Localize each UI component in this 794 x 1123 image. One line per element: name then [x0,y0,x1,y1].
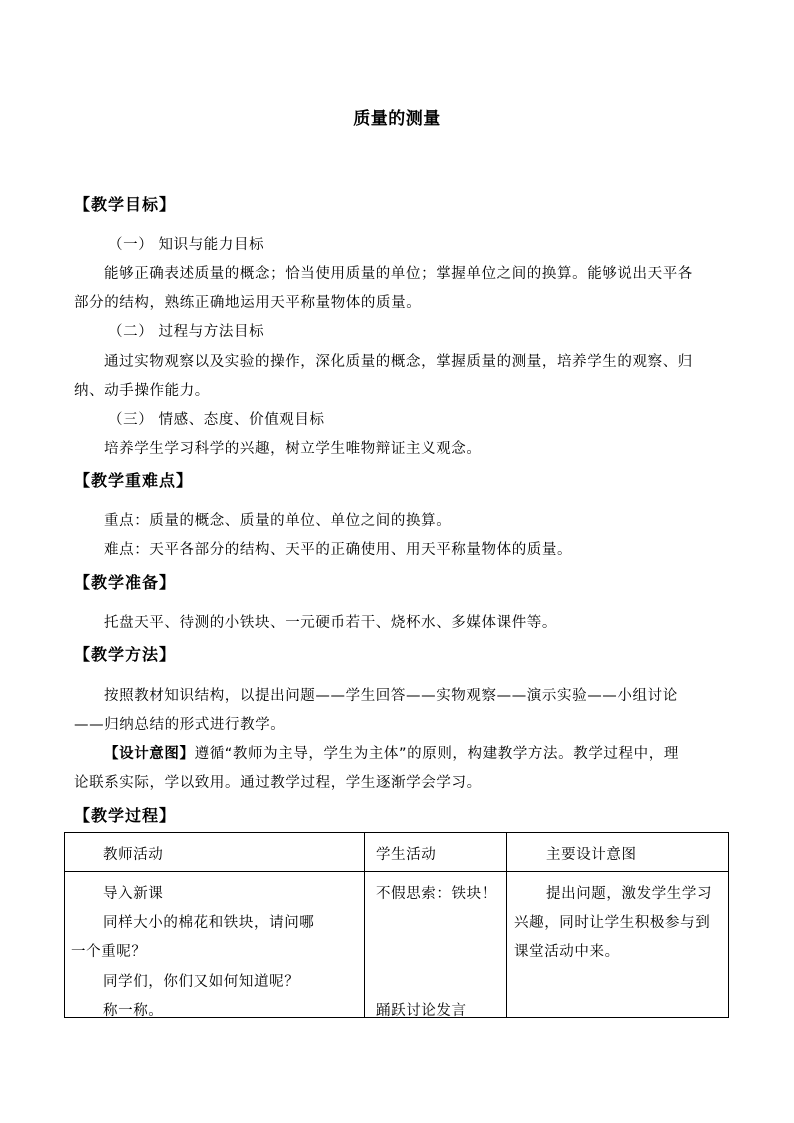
teacher-activity-line: 同样大小的棉花和铁块，请问哪 [103,915,315,931]
table-header-divider [65,871,728,872]
student-activity-line: 不假思索：铁块！ [376,886,497,902]
preparation-text: 托盘天平、待测的小铁块、一元硬币若干、烧杯水、多媒体课件等。 [104,615,557,631]
heading-key-points: 【教学重难点】 [74,471,194,490]
design-intent-cell-line: 兴趣，同时让学生积极参与到 [514,915,711,931]
paragraph-knowledge-line1: 能够正确表述质量的概念；恰当使用质量的单位；掌握单位之间的换算。能够说出天平各 [104,266,693,282]
methods-line2: ——归纳总结的形式进行教学。 [74,717,286,733]
teacher-activity-line: 同学们，你们又如何知道呢？ [103,974,300,990]
teacher-activity-line: 称一称。 [103,1003,164,1019]
table-column-divider [364,833,365,1017]
key-point-difficulty: 难点：天平各部分的结构、天平的正确使用、用天平称量物体的质量。 [104,542,573,558]
document-title: 质量的测量 [353,109,441,129]
design-intent-cell-line: 提出问题，激发学生学习 [546,886,713,902]
subheading-process: （二） 过程与方法目标 [108,324,265,340]
methods-line1: 按照教材知识结构，以提出问题——学生回答——实物观察——演示实验——小组讨论 [104,688,678,704]
table-header-teacher: 教师活动 [103,847,164,863]
design-intent-line1 [104,742,679,763]
paragraph-process-line2: 纳、动手操作能力。 [74,383,210,399]
paragraph-knowledge-line2: 部分的结构，熟练正确地运用天平称量物体的质量。 [74,295,422,311]
design-intent-label: 【设计意图】 [104,746,195,762]
subheading-emotion: （三） 情感、态度、价值观目标 [108,412,325,428]
design-intent-line2: 论联系实际，学以致用。通过教学过程，学生逐渐学会学习。 [74,775,482,791]
heading-objectives: 【教学目标】 [74,195,177,214]
key-point-focus: 重点：质量的概念、质量的单位、单位之间的换算。 [104,513,452,529]
paragraph-process-line1: 通过实物观察以及实验的操作，深化质量的概念，掌握质量的测量，培养学生的观察、归 [104,354,693,370]
heading-process: 【教学过程】 [74,806,177,825]
table-column-divider [506,833,507,1017]
teacher-activity-line: 一个重呢？ [71,944,147,960]
heading-methods: 【教学方法】 [74,645,177,664]
design-intent-cell-line: 课堂活动中来。 [514,944,620,960]
paragraph-emotion: 培养学生学习科学的兴趣，树立学生唯物辩证主义观念。 [104,441,482,457]
student-activity-line: 踊跃讨论发言 [376,1003,467,1019]
table-header-intent: 主要设计意图 [546,847,637,863]
design-intent-text: 遵循“教师为主导，学生为主体”的原则，构建教学方法。教学过程中，理 [194,746,679,762]
subheading-knowledge: （一） 知识与能力目标 [108,237,265,253]
teacher-activity-line: 导入新课 [103,886,164,902]
table-header-student: 学生活动 [376,847,437,863]
heading-preparation: 【教学准备】 [74,573,177,592]
process-table [64,832,729,1018]
